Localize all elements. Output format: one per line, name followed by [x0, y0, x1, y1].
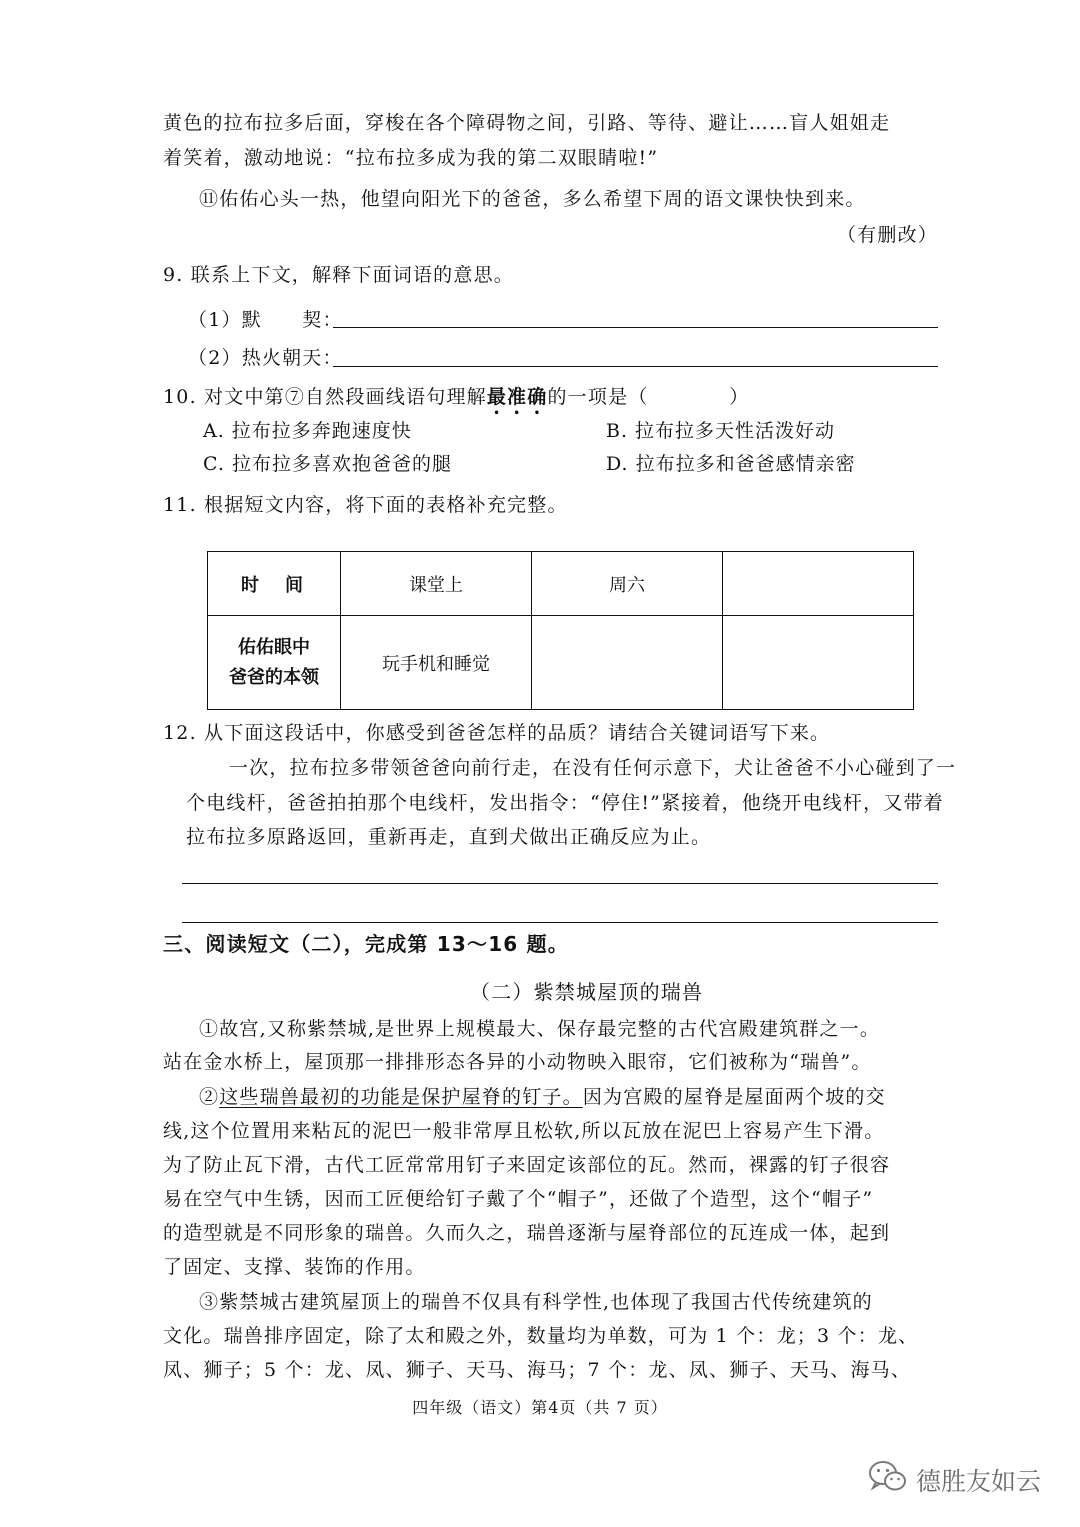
table-header-skill-line1: 佑佑眼中 [238, 636, 310, 658]
table-cell: 周六 [532, 552, 723, 616]
article-line: 为了防止瓦下滑，古代工匠常常用钉子来固定该部位的瓦。然而，裸露的钉子很容 [163, 1154, 891, 1176]
question-9-stem: 9. 联系上下文，解释下面词语的意思。 [163, 264, 514, 286]
passage-line: 着笑着，激动地说：“拉布拉多成为我的第二双眼睛啦!” [163, 147, 659, 169]
article-title: （二）紫禁城屋顶的瑞兽 [470, 980, 704, 1004]
q9-item-2-label: （2）热火朝天： [188, 347, 343, 369]
question-12-stem: 12. 从下面这段话中，你感受到爸爸怎样的品质？请结合关键词语写下来。 [163, 722, 831, 744]
article-text: 因为宫殿的屋脊是屋面两个坡的交 [582, 1086, 886, 1108]
q12-quote-line: 个电线杆，爸爸拍拍那个电线杆，发出指令：“停住!”紧接着，他绕开电线杆，又带着 [186, 792, 944, 814]
q11-table [207, 551, 914, 710]
table-cell: 课堂上 [341, 552, 532, 616]
q9-item-1-answer-line[interactable] [333, 327, 938, 328]
table-cell: 玩手机和睡觉 [341, 616, 532, 710]
q12-quote-line: 拉布拉多原路返回，重新再走，直到犬做出正确反应为止。 [186, 826, 712, 848]
question-11-stem: 11. 根据短文内容，将下面的表格补充完整。 [163, 494, 568, 516]
passage-line: ⑪佑佑心头一热，他望向阳光下的爸爸，多么希望下周的语文课快快到来。 [199, 188, 866, 210]
question-10-stem [163, 380, 938, 419]
q12-answer-line[interactable] [182, 922, 938, 923]
q9-item-1-label: （1）默 契： [188, 309, 343, 331]
q10-stem-emphasis: 最准确 [486, 386, 548, 408]
article-line: 易在空气中生锈，因而工匠便给钉子戴了个“帽子”，还做了个造型，这个“帽子” [163, 1188, 874, 1210]
source-note: （有删改） [836, 224, 938, 246]
q10-option-d[interactable]: D. 拉布拉多和爸爸感情亲密 [606, 453, 856, 475]
watermark-text: 德胜友如云 [916, 1467, 1042, 1496]
q10-stem-post: 的一项是（ ） [547, 386, 750, 408]
table-header-skill-line2: 爸爸的本领 [229, 666, 319, 688]
q12-answer-line[interactable] [182, 883, 938, 884]
article-line: 线,这个位置用来粘瓦的泥巴一般非常厚且松软,所以瓦放在泥巴上容易产生下滑。 [163, 1120, 885, 1142]
article-line: 的造型就是不同形象的瑞兽。久而久之，瑞兽逐渐与屋脊部位的瓦连成一体，起到 [163, 1222, 891, 1244]
q12-quote-line: 一次，拉布拉多带领爸爸向前行走，在没有任何示意下，犬让爸爸不小心碰到了一 [229, 757, 957, 779]
passage-line: 黄色的拉布拉多后面，穿梭在各个障碍物之间，引路、等待、避让……盲人姐姐走 [163, 112, 891, 134]
page-footer: 四年级（语文）第4页（共 7 页） [412, 1398, 668, 1417]
underlined-sentence: 这些瑞兽最初的功能是保护屋脊的钉子。 [219, 1086, 583, 1108]
q10-stem-pre: 10. 对文中第⑦自然段画线语句理解 [163, 386, 487, 408]
wechat-icon [868, 1460, 908, 1500]
watermark [868, 1455, 1058, 1505]
article-line: 了固定、支撑、装饰的作用。 [163, 1256, 426, 1278]
table-cell-blank[interactable] [723, 616, 914, 710]
table-header-time: 时 间 [208, 552, 341, 616]
q10-option-a[interactable]: A. 拉布拉多奔跑速度快 [203, 420, 412, 442]
section-3-heading: 三、阅读短文（二），完成第 13～16 题。 [163, 932, 569, 956]
article-line: 凤、狮子；5 个：龙、凤、狮子、天马、海马；7 个：龙、凤、狮子、天马、海马、 [163, 1359, 912, 1381]
article-line: ③紫禁城古建筑屋顶上的瑞兽不仅具有科学性,也体现了我国古代传统建筑的 [199, 1291, 873, 1313]
table-header-skill [208, 616, 341, 710]
article-line: 文化。瑞兽排序固定，除了太和殿之外，数量均为单数，可为 1 个：龙；3 个：龙、 [163, 1325, 919, 1347]
paragraph-number: ② [199, 1086, 220, 1108]
table-cell-blank[interactable] [723, 552, 914, 616]
article-line [199, 1080, 938, 1115]
q9-item-2-answer-line[interactable] [333, 366, 938, 367]
article-line: 站在金水桥上，屋顶那一排排形态各异的小动物映入眼帘，它们被称为“瑞兽”。 [163, 1051, 872, 1073]
article-line: ①故宫,又称紫禁城,是世界上规模最大、保存最完整的古代宫殿建筑群之一。 [199, 1018, 881, 1040]
table-cell-blank[interactable] [532, 616, 723, 710]
q10-option-c[interactable]: C. 拉布拉多喜欢抱爸爸的腿 [203, 453, 452, 475]
q10-option-b[interactable]: B. 拉布拉多天性活泼好动 [606, 420, 836, 442]
